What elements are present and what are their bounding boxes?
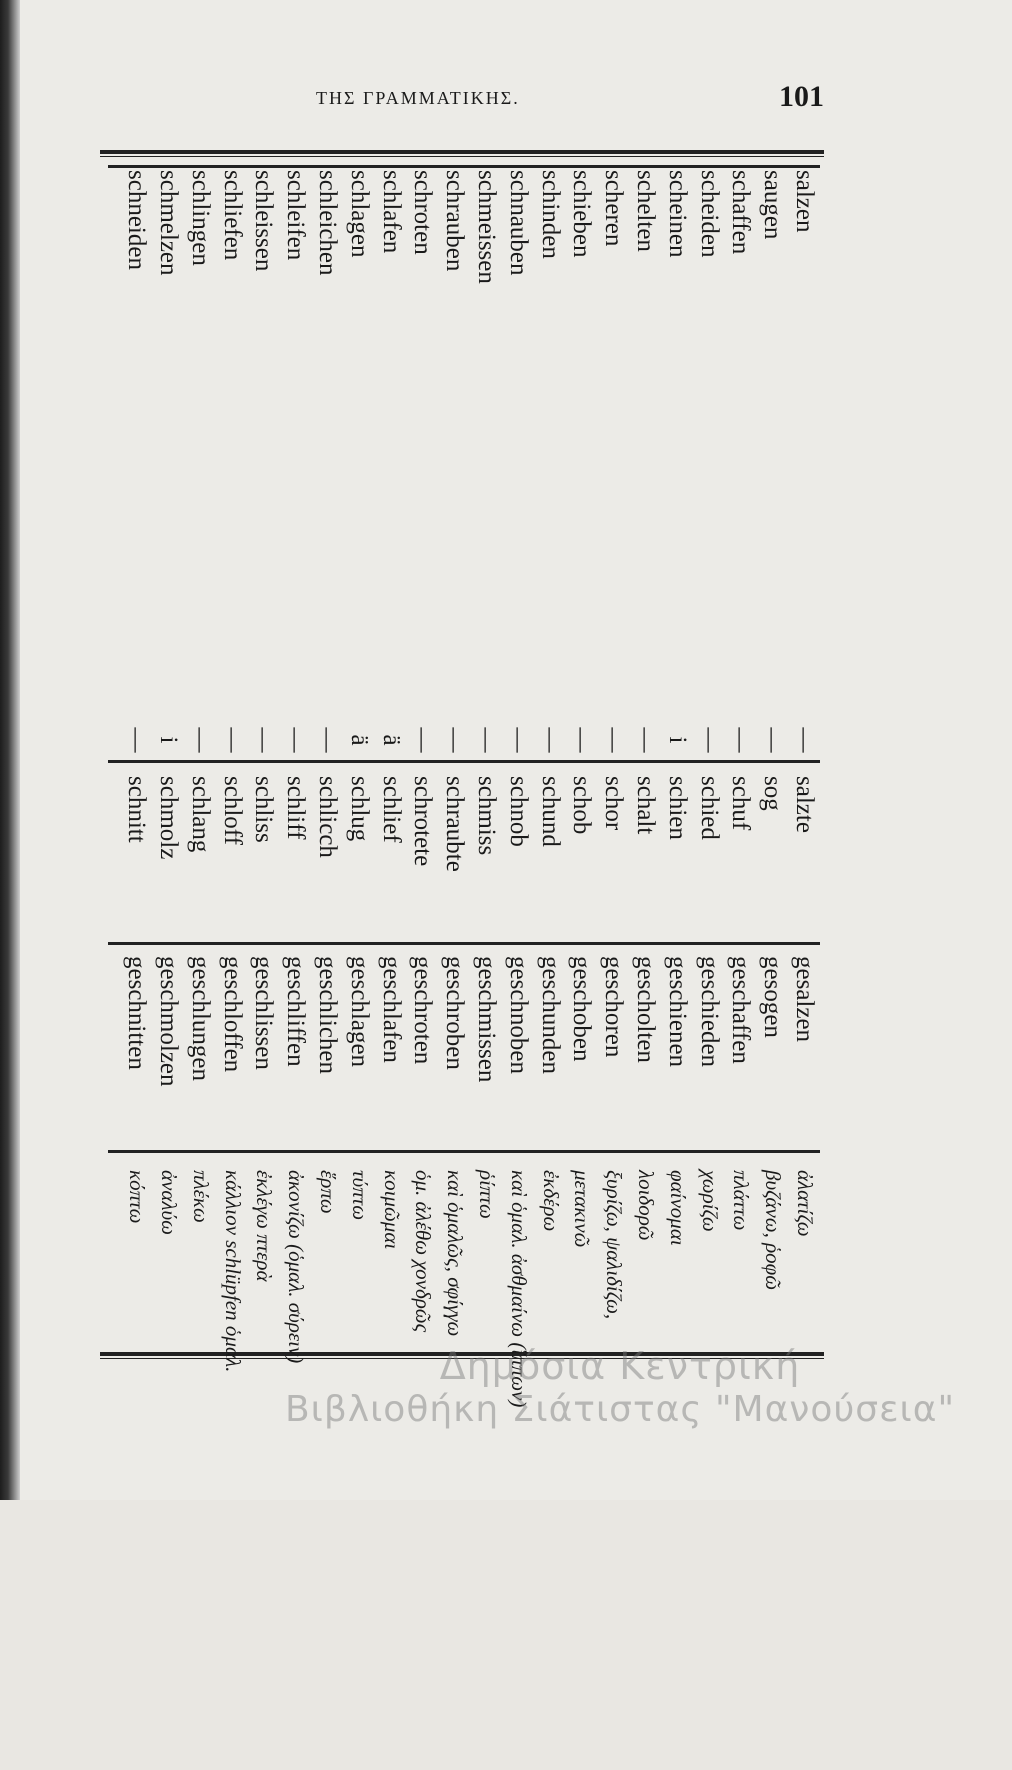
vowel-cell: — xyxy=(759,727,787,753)
past-cell: schlief xyxy=(377,776,405,843)
participle-cell: geschlungen xyxy=(186,956,214,1081)
participle-cell: geschienen xyxy=(663,956,691,1068)
vowel-cell: — xyxy=(791,727,818,753)
past-cell: schliff xyxy=(282,776,310,840)
participle-cell: geschloffen xyxy=(218,956,246,1073)
past-cell: schliss xyxy=(250,776,278,843)
infinitive-cell: scheinen xyxy=(663,170,691,258)
infinitive-cell: schliefen xyxy=(218,170,246,261)
vowel-cell: — xyxy=(695,727,723,753)
greek-cell: ῥίπτω xyxy=(475,1170,500,1219)
past-cell: schnitt xyxy=(123,776,151,843)
past-cell: schob xyxy=(568,776,596,835)
participle-cell: geschliffen xyxy=(282,956,310,1067)
infinitive-cell: schlafen xyxy=(377,170,405,254)
infinitive-cell: schlagen xyxy=(345,170,373,258)
greek-cell: ὁμ. ἀλέθω χονδρῶς xyxy=(411,1170,436,1333)
past-cell: sog xyxy=(759,776,787,811)
past-cell: schloff xyxy=(218,776,246,845)
participle-cell: geschmissen xyxy=(473,956,501,1083)
participle-cell: geschnitten xyxy=(123,956,151,1070)
watermark-line-1: Δημόσια Κεντρική xyxy=(439,1344,801,1388)
past-cell: schor xyxy=(600,776,628,831)
vowel-cell: — xyxy=(632,727,660,753)
running-title: ΤΗΣ ΓΡΑΜΜΑΤΙΚΗΣ. xyxy=(316,88,520,108)
infinitive-cell: schaffen xyxy=(727,170,755,255)
vowel-cell: i xyxy=(663,736,691,744)
infinitive-cell: schmelzen xyxy=(155,170,183,276)
past-cell: schalt xyxy=(632,776,660,835)
vowel-column xyxy=(120,720,820,760)
top-rule-thin xyxy=(100,156,824,157)
greek-cell: κόπτω xyxy=(125,1170,150,1224)
greek-cell: ἀναλύω xyxy=(157,1170,182,1235)
greek-cell: βυζάνω, ῥοφῶ xyxy=(761,1170,786,1291)
participle-cell: geschlissen xyxy=(250,956,278,1070)
participle-cell: geschroben xyxy=(441,956,469,1070)
column-divider xyxy=(108,942,820,945)
vowel-cell: ä xyxy=(345,734,373,746)
infinitive-cell: schleifen xyxy=(282,170,310,261)
participle-cell: gescholten xyxy=(632,956,660,1063)
participle-cell: gesalzen xyxy=(791,956,818,1043)
greek-cell: κάλλιον schlüpfen ὁμαλ. xyxy=(220,1170,245,1373)
greek-cell: χωρίζω xyxy=(697,1170,722,1232)
page-header xyxy=(100,80,830,120)
vowel-cell: — xyxy=(123,727,151,753)
infinitive-cell: schleichen xyxy=(314,170,342,276)
past-cell: schmiss xyxy=(473,776,501,856)
past-column xyxy=(120,770,820,926)
participle-cell: geschoben xyxy=(568,956,596,1062)
infinitive-cell: schroten xyxy=(409,170,437,255)
infinitive-cell: scheren xyxy=(600,170,628,247)
past-cell: schmolz xyxy=(155,776,183,860)
watermark-line-2: Βιβλιοθήκη Σιάτιστας "Μανούσεια" xyxy=(284,1388,956,1430)
column-divider xyxy=(108,760,820,763)
infinitive-cell: schmeissen xyxy=(473,170,501,284)
infinitive-cell: schrauben xyxy=(441,170,469,272)
past-cell: schuf xyxy=(727,776,755,831)
past-cell: schrotete xyxy=(409,776,437,867)
past-cell: salzte xyxy=(791,776,818,833)
greek-cell: κοιμῶμαι xyxy=(379,1170,404,1250)
past-cell: schnob xyxy=(504,776,532,847)
vowel-cell: — xyxy=(536,727,564,753)
past-cell: schlang xyxy=(186,776,214,853)
greek-cell: ἀκονίζω (ὁμαλ. σύρειν) xyxy=(284,1170,309,1364)
vowel-cell: — xyxy=(441,727,469,753)
greek-cell: πλάττω xyxy=(729,1170,754,1231)
past-cell: schlicch xyxy=(314,776,342,858)
greek-column xyxy=(120,1170,820,1770)
greek-cell: πλέκω xyxy=(188,1170,213,1223)
greek-cell: ἕρπω xyxy=(316,1170,341,1214)
greek-cell: ἐκδέρω xyxy=(538,1170,563,1232)
vowel-cell: — xyxy=(600,727,628,753)
past-cell: schied xyxy=(695,776,723,840)
greek-cell: καὶ ὁμαλ. ἀσθμαίνω (ἵππων) xyxy=(506,1170,531,1408)
greek-cell: μετακινῶ xyxy=(570,1170,595,1248)
vowel-cell: i xyxy=(155,736,183,744)
vowel-cell: — xyxy=(186,727,214,753)
vowel-cell: — xyxy=(568,727,596,753)
binding-gutter xyxy=(0,0,20,1500)
vowel-cell: — xyxy=(727,727,755,753)
greek-cell: καὶ ὁμαλῶς, σφίγγω xyxy=(443,1170,468,1337)
vowel-cell: — xyxy=(282,727,310,753)
infinitive-cell: saugen xyxy=(759,170,787,240)
greek-cell: ἀλατίζω xyxy=(793,1170,817,1237)
infinitive-cell: schinden xyxy=(536,170,564,259)
column-divider xyxy=(108,1150,820,1153)
vowel-cell: — xyxy=(218,727,246,753)
participle-cell: geschmolzen xyxy=(155,956,183,1087)
infinitive-cell: scheiden xyxy=(695,170,723,258)
participle-cell: geschlafen xyxy=(377,956,405,1063)
vowel-cell: — xyxy=(409,727,437,753)
page-number: 101 xyxy=(779,80,824,113)
vowel-cell: — xyxy=(250,727,278,753)
verb-table xyxy=(110,160,820,1408)
greek-cell: τύπτω xyxy=(347,1170,372,1221)
infinitive-column xyxy=(120,160,820,490)
participle-cell: geschlichen xyxy=(314,956,342,1075)
participle-cell: geschroten xyxy=(409,956,437,1065)
participle-cell: geschlagen xyxy=(345,956,373,1068)
participle-cell: geschieden xyxy=(695,956,723,1068)
infinitive-cell: schieben xyxy=(568,170,596,258)
infinitive-cell: schleissen xyxy=(250,170,278,272)
infinitive-cell: schnauben xyxy=(504,170,532,276)
participle-cell: geschaffen xyxy=(727,956,755,1064)
past-cell: schlug xyxy=(345,776,373,842)
participle-cell: geschoren xyxy=(600,956,628,1058)
greek-cell: φαίνομαι xyxy=(665,1170,690,1246)
vowel-cell: ä xyxy=(377,734,405,746)
vowel-cell: — xyxy=(504,727,532,753)
past-cell: schraubte xyxy=(441,776,469,872)
participle-column xyxy=(120,950,820,1141)
vowel-cell: — xyxy=(473,727,501,753)
participle-cell: geschunden xyxy=(536,956,564,1075)
infinitive-cell: schelten xyxy=(632,170,660,252)
greek-cell: ξυρίζω, ψαλιδίζω, xyxy=(602,1170,627,1320)
infinitive-cell: schlingen xyxy=(186,170,214,266)
greek-cell: ἐκλέγω πτερὰ xyxy=(252,1170,277,1282)
top-rule xyxy=(100,150,824,154)
past-cell: schund xyxy=(536,776,564,847)
past-cell: schien xyxy=(663,776,691,840)
participle-cell: gesogen xyxy=(759,956,787,1038)
library-watermark xyxy=(240,1345,1000,1430)
infinitive-cell: salzen xyxy=(791,170,818,233)
greek-cell: λοιδορῶ xyxy=(634,1170,659,1241)
infinitive-cell: schneiden xyxy=(123,170,151,270)
vowel-cell: — xyxy=(314,727,342,753)
participle-cell: geschnoben xyxy=(504,956,532,1075)
